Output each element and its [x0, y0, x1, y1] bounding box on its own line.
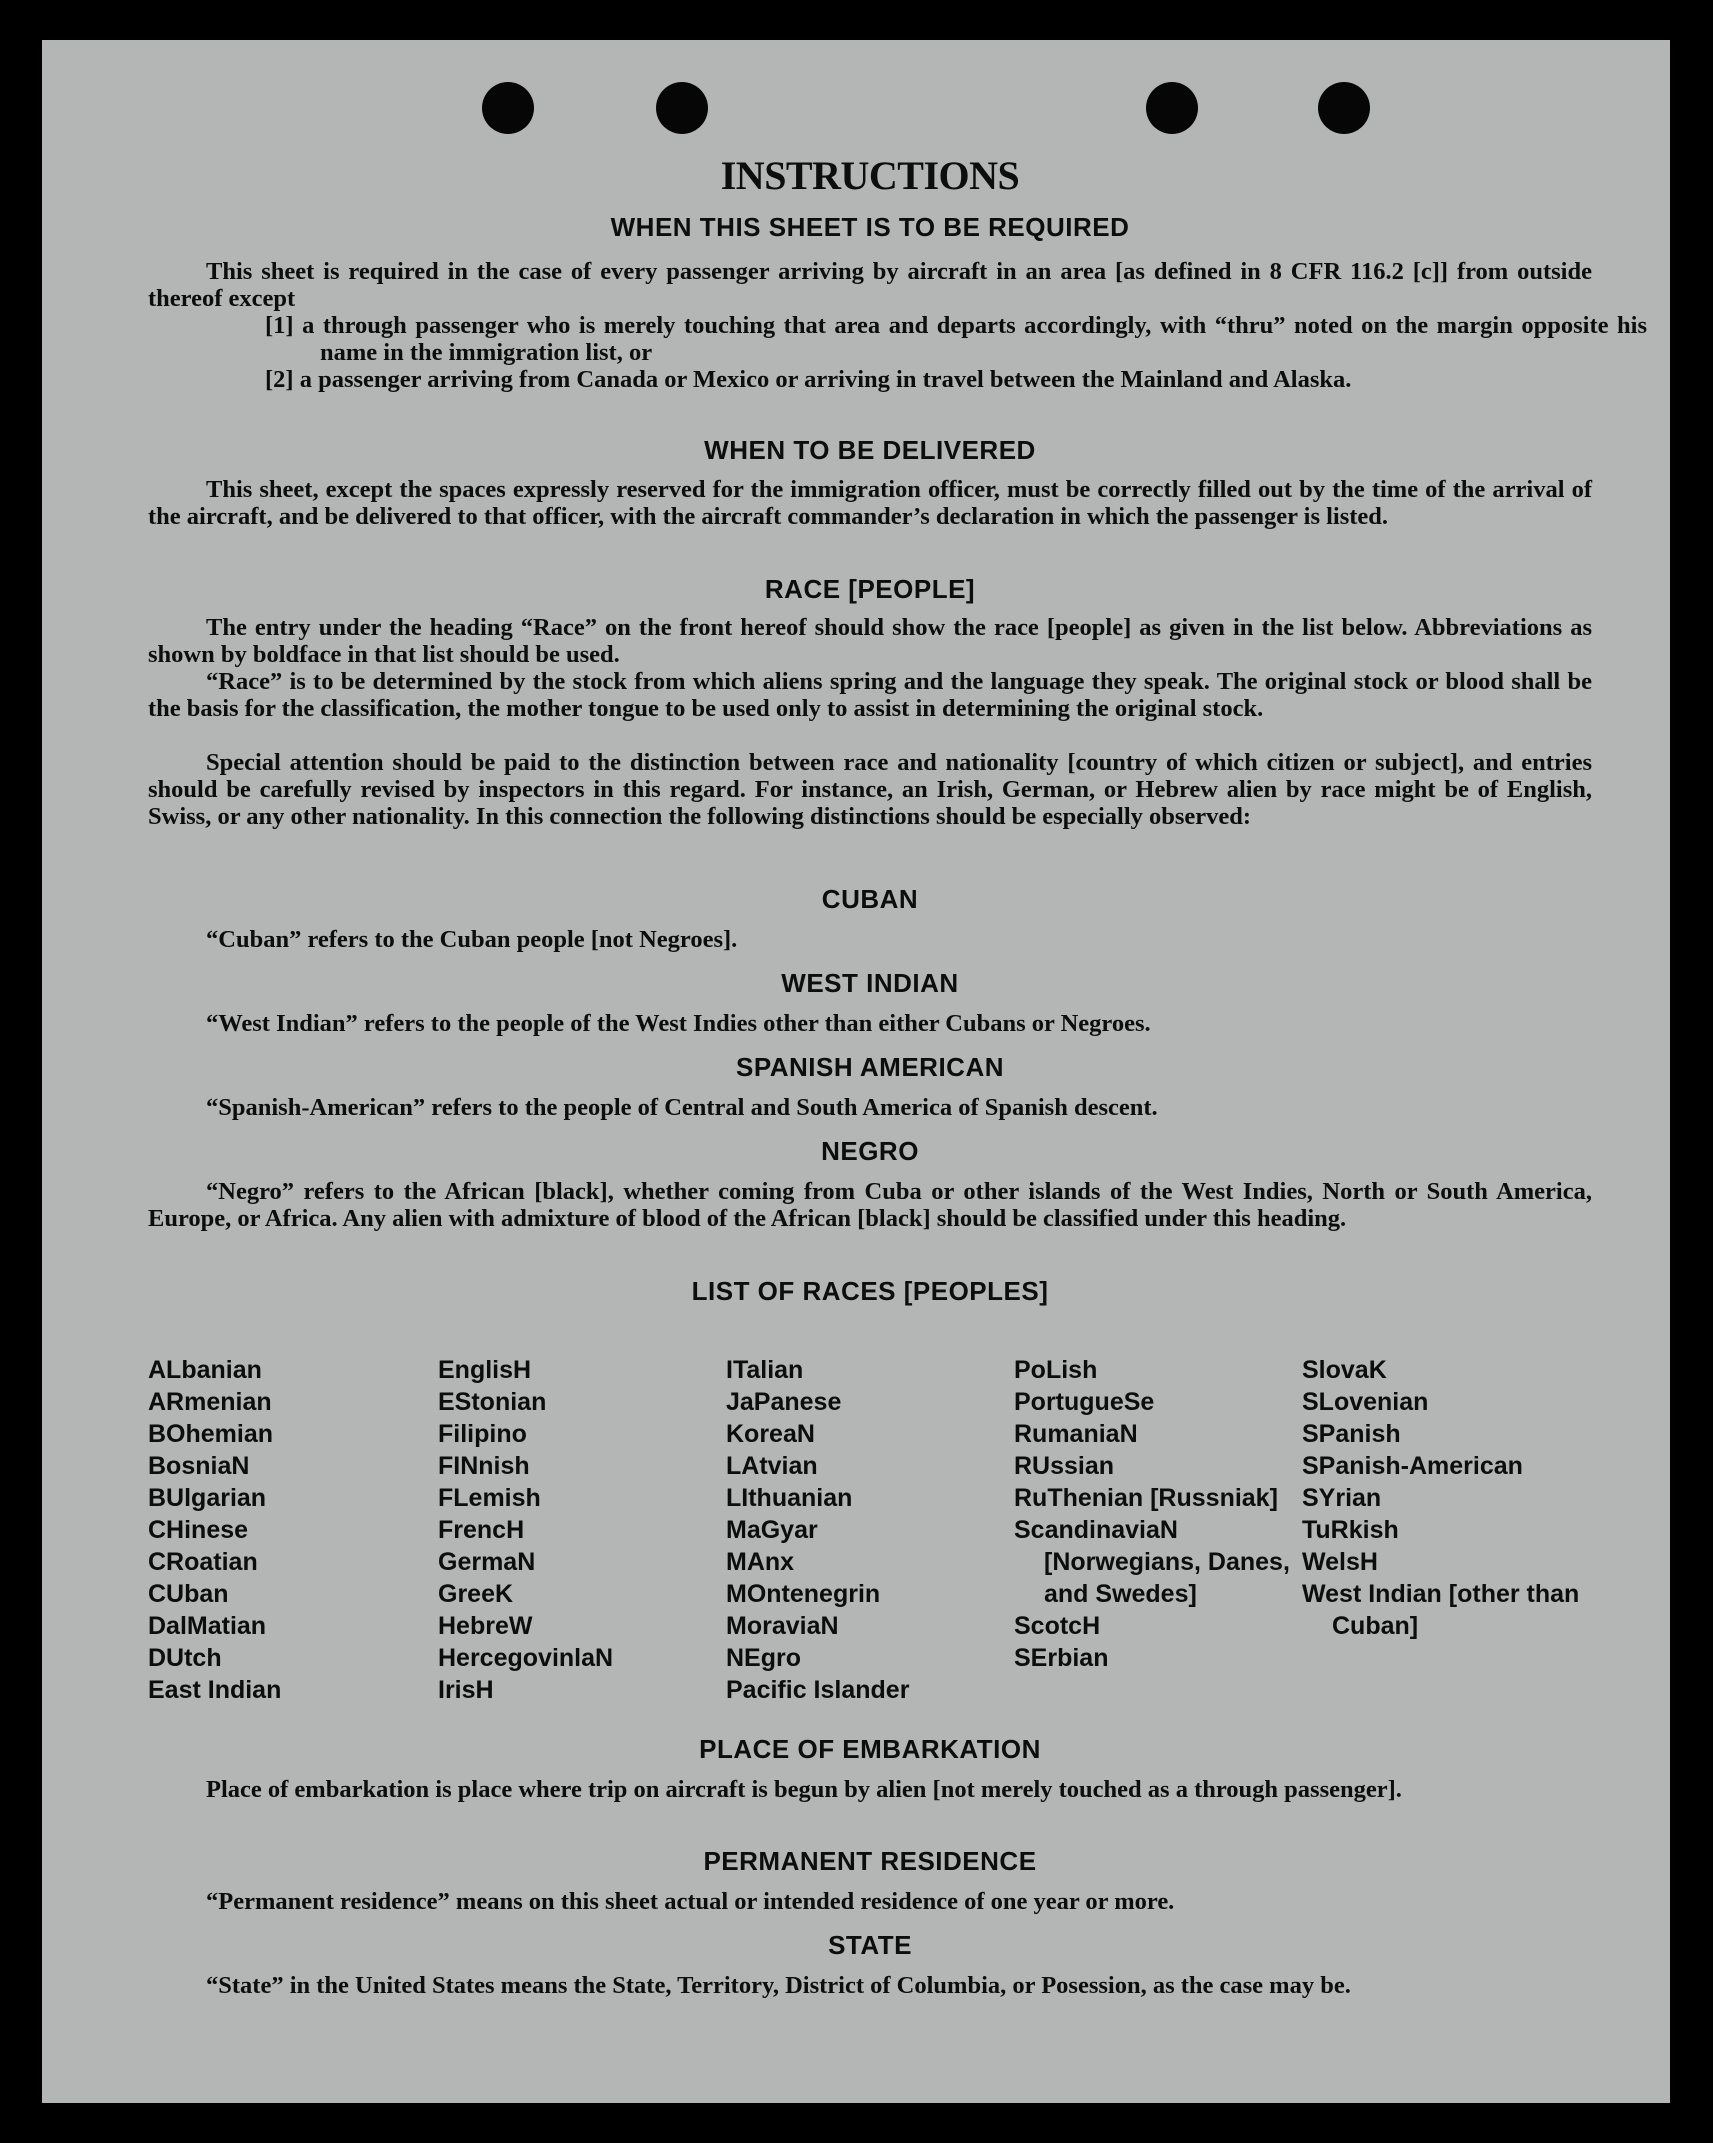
- race-item: GreeK: [438, 1580, 514, 1608]
- cuban-text: “Cuban” refers to the Cuban people [not Negroes].: [206, 926, 738, 953]
- page-title: INSTRUCTIONS: [720, 153, 1020, 198]
- race-item: CRoatian: [148, 1548, 258, 1576]
- punch-hole: [1318, 82, 1370, 134]
- race-item: MAnx: [726, 1548, 795, 1576]
- heading-residence: PERMANENT RESIDENCE: [703, 1846, 1037, 1876]
- race-item: MOntenegrin: [726, 1580, 881, 1608]
- heading-required: WHEN THIS SHEET IS TO BE REQUIRED: [610, 212, 1130, 242]
- race-item: EStonian: [438, 1388, 547, 1416]
- race-item: ScandinaviaN [Norwegians, Danes, and Swedes]: [1014, 1516, 1290, 1608]
- race-paragraph-3: Special attention should be paid to the distinction between race and nationality [country of which citizen or subject], and entries should be carefully revised by inspectors in this regard. For instance, an Irish, German, or Hebrew alien by race might be of English, Swiss, or any other nationality. In this connection the following distinctions should be especially observed:: [148, 749, 1592, 830]
- race-item: TuRkish: [1302, 1516, 1399, 1544]
- west-indian-text: “West Indian” refers to the people of the West Indies other than either Cubans or Negroes.: [206, 1010, 1151, 1037]
- race-item: MoraviaN: [726, 1612, 839, 1640]
- race-item: LIthuanian: [726, 1484, 853, 1512]
- race-item: ScotcH: [1014, 1612, 1101, 1640]
- required-clause-1: [1] a through passenger who is merely touching that area and departs accordingly, with “thru” noted on the margin opposite his name in the immigration list, or: [265, 312, 1647, 366]
- race-item: HercegovinlaN: [438, 1644, 614, 1672]
- race-column: [726, 1354, 1011, 1706]
- race-item: RUssian: [1014, 1452, 1115, 1480]
- punch-hole: [482, 82, 534, 134]
- race-item: PortugueSe: [1014, 1388, 1155, 1416]
- race-item: CHinese: [148, 1516, 249, 1544]
- race-column: [1302, 1354, 1592, 1642]
- race-item: WelsH: [1302, 1548, 1378, 1576]
- heading-embarkation: PLACE OF EMBARKATION: [699, 1734, 1041, 1764]
- race-item: DUtch: [148, 1644, 222, 1672]
- race-column: [1014, 1354, 1294, 1674]
- heading-race: RACE [PEOPLE]: [764, 574, 976, 604]
- race-item: ALbanian: [148, 1356, 262, 1384]
- document-page: [42, 40, 1670, 2103]
- race-item: Filipino: [438, 1420, 527, 1448]
- race-item: ITalian: [726, 1356, 804, 1384]
- required-clause-2: [2] a passenger arriving from Canada or Mexico or arriving in travel between the Mainland and Alaska.: [265, 366, 1352, 393]
- race-item: JaPanese: [726, 1388, 842, 1416]
- race-item: ARmenian: [148, 1388, 272, 1416]
- state-text: “State” in the United States means the State, Territory, District of Columbia, or Posession, as the case may be.: [206, 1972, 1351, 1999]
- race-item: IrisH: [438, 1676, 494, 1704]
- race-item: East Indian: [148, 1676, 282, 1704]
- race-item: SErbian: [1014, 1644, 1109, 1672]
- race-paragraph-2: “Race” is to be determined by the stock from which aliens spring and the language they speak. The original stock or blood shall be the basis for the classification, the mother tongue to be used only to assist in determining the original stock.: [148, 668, 1592, 722]
- race-column: [148, 1354, 433, 1706]
- race-item: SlovaK: [1302, 1356, 1387, 1384]
- race-item: CUban: [148, 1580, 229, 1608]
- race-item: RuThenian [Russniak]: [1014, 1484, 1278, 1512]
- race-item: MaGyar: [726, 1516, 818, 1544]
- delivered-text: This sheet, except the spaces expressly reserved for the immigration officer, must be correctly filled out by the time of the arrival of the aircraft, and be delivered to that officer, with the aircraft commander’s declaration in which the passenger is listed.: [148, 476, 1592, 530]
- race-item: Pacific Islander: [726, 1676, 910, 1704]
- race-item: LAtvian: [726, 1452, 818, 1480]
- race-item: GermaN: [438, 1548, 536, 1576]
- embarkation-text: Place of embarkation is place where trip on aircraft is begun by alien [not merely touched as a through passenger].: [206, 1776, 1402, 1803]
- heading-delivered: WHEN TO BE DELIVERED: [704, 435, 1036, 465]
- punch-hole: [1146, 82, 1198, 134]
- race-paragraph-1: The entry under the heading “Race” on the front hereof should show the race [people] as given in the list below. Abbreviations as shown by boldface in that list should be used.: [148, 614, 1592, 668]
- race-item: PoLish: [1014, 1356, 1098, 1384]
- race-item: SPanish: [1302, 1420, 1401, 1448]
- heading-list-of-races: LIST OF RACES [PEOPLES]: [691, 1276, 1049, 1306]
- race-item: BOhemian: [148, 1420, 274, 1448]
- required-intro: This sheet is required in the case of every passenger arriving by aircraft in an area [as defined in 8 CFR 116.2 [c]] from outside thereof except: [148, 258, 1592, 312]
- race-item: BUlgarian: [148, 1484, 267, 1512]
- race-item: FLemish: [438, 1484, 541, 1512]
- heading-west-indian: WEST INDIAN: [781, 968, 959, 998]
- race-item: NEgro: [726, 1644, 801, 1672]
- race-item: SYrian: [1302, 1484, 1382, 1512]
- residence-text: “Permanent residence” means on this sheet actual or intended residence of one year or more.: [206, 1888, 1175, 1915]
- negro-text: “Negro” refers to the African [black], whether coming from Cuba or other islands of the West Indies, North or South America, Europe, or Africa. Any alien with admixture of blood of the African [black] should be classified under this heading.: [148, 1178, 1592, 1232]
- heading-state: STATE: [828, 1930, 912, 1960]
- spanish-american-text: “Spanish-American” refers to the people of Central and South America of Spanish descent.: [206, 1094, 1158, 1121]
- heading-cuban: CUBAN: [821, 884, 919, 914]
- race-item: SPanish-American: [1302, 1452, 1523, 1480]
- race-item: BosniaN: [148, 1452, 250, 1480]
- heading-negro: NEGRO: [821, 1136, 919, 1166]
- race-column: [438, 1354, 723, 1706]
- heading-spanish-american: SPANISH AMERICAN: [735, 1052, 1004, 1082]
- race-item: RumaniaN: [1014, 1420, 1138, 1448]
- race-item: FrencH: [438, 1516, 525, 1544]
- race-item: FINnish: [438, 1452, 530, 1480]
- race-item: DalMatian: [148, 1612, 267, 1640]
- race-item: SLovenian: [1302, 1388, 1429, 1416]
- punch-hole: [656, 82, 708, 134]
- race-item: HebreW: [438, 1612, 533, 1640]
- race-item: KoreaN: [726, 1420, 815, 1448]
- race-item: EnglisH: [438, 1356, 532, 1384]
- race-item: West Indian [other than Cuban]: [1302, 1580, 1580, 1640]
